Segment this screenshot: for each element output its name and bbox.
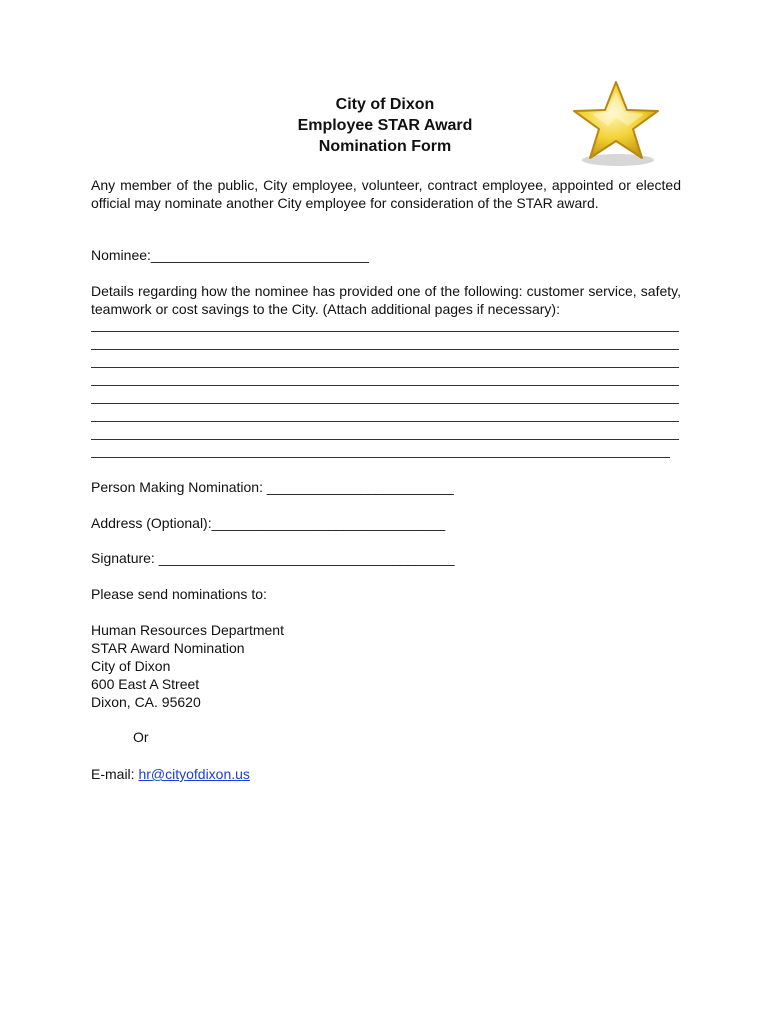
- title-line-city: City of Dixon: [335, 96, 435, 113]
- details-line[interactable]: [91, 403, 679, 404]
- star-icon: [570, 78, 662, 170]
- send-to-heading: Please send nominations to:: [91, 586, 267, 602]
- details-line[interactable]: [91, 331, 679, 332]
- address-field[interactable]: Address (Optional):______________________________: [91, 515, 446, 531]
- intro-paragraph: Any member of the public, City employee, volunteer, contract employee, appointed or elected official may nominate another City employee for consideration of the STAR award.: [91, 177, 681, 211]
- email-line: [91, 765, 250, 783]
- address-line: City of Dixon: [91, 658, 171, 674]
- email-label: E-mail:: [91, 766, 139, 782]
- address-line: STAR Award Nomination: [91, 640, 245, 656]
- nominee-field[interactable]: Nominee:____________________________: [91, 247, 369, 263]
- address-line: 600 East A Street: [91, 676, 200, 692]
- details-line[interactable]: [91, 439, 679, 440]
- email-link[interactable]: hr@cityofdixon.us: [138, 766, 250, 782]
- details-line[interactable]: [91, 349, 679, 350]
- title-line-form: Nomination Form: [318, 138, 452, 155]
- details-line[interactable]: [91, 457, 670, 458]
- person-making-nomination-field[interactable]: Person Making Nomination: ________________________: [91, 479, 454, 495]
- details-line[interactable]: [91, 385, 679, 386]
- or-text: Or: [133, 729, 149, 745]
- address-line: Human Resources Department: [91, 622, 284, 638]
- details-paragraph: Details regarding how the nominee has provided one of the following: customer service, safety, teamwork or cost savings to the City. (Attach additional pages if necessary):: [91, 283, 681, 317]
- details-line[interactable]: [91, 367, 679, 368]
- form-title: [230, 94, 540, 157]
- title-line-award: Employee STAR Award: [297, 117, 473, 134]
- details-line[interactable]: [91, 421, 679, 422]
- address-line: Dixon, CA. 95620: [91, 694, 201, 710]
- signature-field[interactable]: Signature: ______________________________________: [91, 550, 455, 566]
